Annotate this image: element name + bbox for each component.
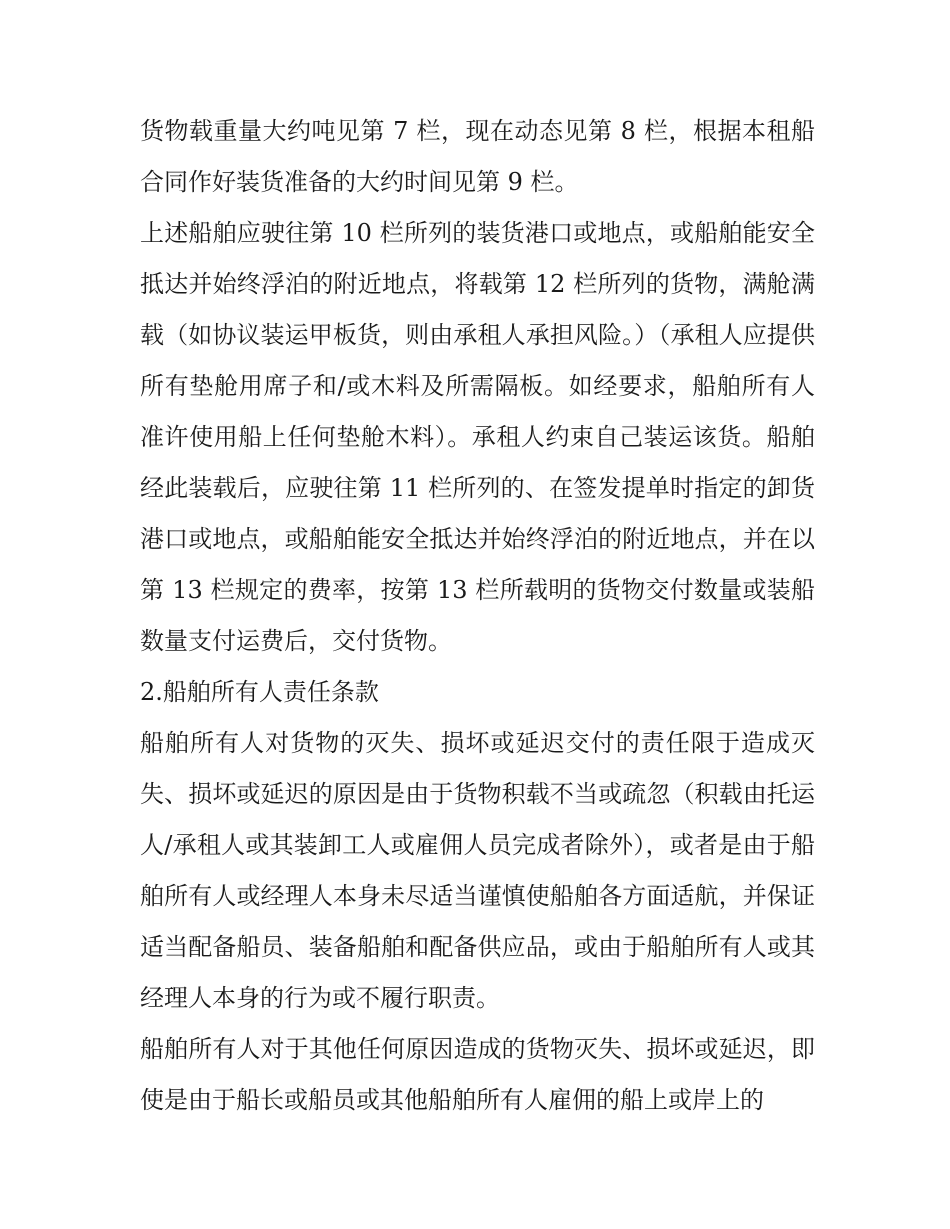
- section-heading: 2.船舶所有人责任条款: [140, 678, 379, 706]
- paragraph-owner-liability: 船舶所有人对货物的灭失、损坏或延迟交付的责任限于造成灭失、损坏或延迟的原因是由于货物积载不当或疏忽（积载由托运人/承租人或其装卸工人或雇佣人员完成者除外），或者是由于船舶所有人或经理人本身未尽适当谨慎使船舶各方面适航，并保证适当配备船员、装备船舶和配备供应品，或由于船舶所有人或其经理人本身的行为或不履行职责。: [140, 729, 815, 1012]
- paragraph-cargo-readiness: 货物载重量大约吨见第 7 栏，现在动态见第 8 栏，根据本租船合同作好装货准备的大约时间见第 9 栏。: [140, 117, 815, 196]
- paragraph-loading-discharge: 上述船舶应驶往第 10 栏所列的装货港口或地点，或船舶能安全抵达并始终浮泊的附近地点，将载第 12 栏所列的货物，满舱满载（如协议装运甲板货，则由承租人承担风险。）（承租人应提供所有垫舱用席子和/或木料及所需隔板。如经要求，船舶所有人准许使用船上任何垫舱木料）。承租人约束自己装运该货。船舶经此装载后，应驶往第 11 栏所列的、在签发提单时指定的卸货港口或地点，或船舶能安全抵达并始终浮泊的附近地点，并在以第 13 栏规定的费率，按第 13 栏所载明的货物交付数量或装船数量支付运费后，交付货物。: [140, 219, 815, 655]
- document-page: [140, 106, 815, 1126]
- paragraph-owner-exemption: 船舶所有人对于其他任何原因造成的货物灭失、损坏或延迟，即使是由于船长或船员或其他船舶所有人雇佣的船上或岸上的: [140, 1035, 815, 1114]
